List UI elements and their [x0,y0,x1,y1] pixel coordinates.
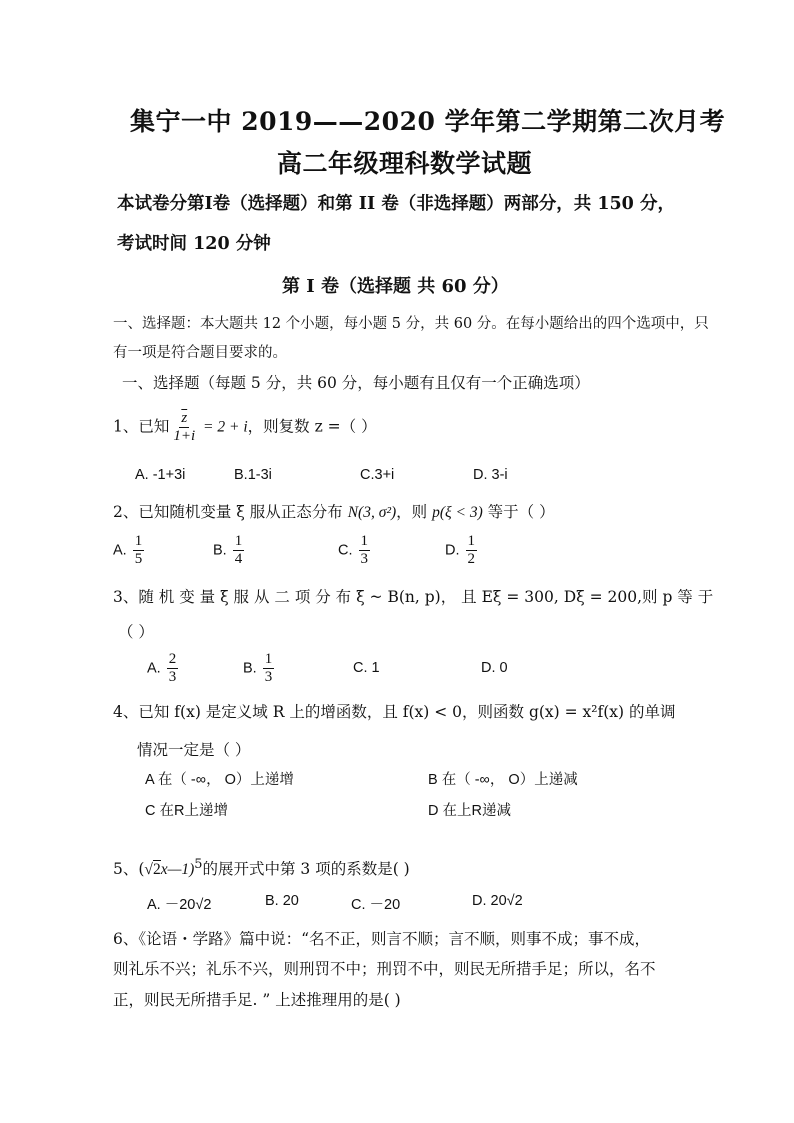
q3-option-a [147,651,180,686]
q5-prefix: 5、( [113,860,145,879]
q2-option-c-num: 1 [360,533,369,549]
q2-suffix: 等于（ ） [482,503,555,521]
exam-intro-line1: 本试卷分第Ⅰ卷（选择题）和第 II 卷（非选择题）两部分，共 150 分， [117,194,675,214]
q1-rhs: = 2 + i [199,418,248,436]
q2-option-c [338,533,372,568]
q2-option-b-den: 4 [234,551,243,567]
q5-option-b: B. 20 [265,893,299,909]
q5-sqrt-sign: √ [144,861,153,879]
q2-option-a-den: 5 [134,551,143,567]
q5-suffix: 的展开式中第 3 项的系数是( ) [202,860,410,879]
q2-distribution: N(3, σ²) [347,504,397,521]
q5-after: x—1) [160,861,195,879]
instructions-line2: 有一项是符合题目要求的。 [113,345,287,361]
q2-prefix: 2、已知随机变量 ξ 服从正态分布 [113,503,348,521]
q3-option-d [481,660,508,676]
q3-option-d-value: 0 [499,660,508,676]
q2-option-c-label: C. [338,542,353,559]
q2-option-d-fraction [466,533,478,568]
q1-fraction-numerator: $\overline{z}$ [181,410,188,426]
question-6-line3: 正，则民无所措手足. ” 上述推理用的是( ) [113,991,401,1009]
q3-option-b [243,651,276,686]
question-3-paren: （ ） [118,623,154,641]
exam-subtitle: 高二年级理科数学试题 [277,149,533,178]
q5-exponent: 5 [194,857,203,872]
q1-suffix: ，则复数 z =（ ） [247,417,377,436]
q2-option-b-label: B. [213,542,227,559]
question-6-line1: 6、《论语・学路》篇中说：“名不正，则言不顺；言不顺，则事不成；事不成， [113,930,651,948]
q1-option-a: A. -1+3i [135,467,186,483]
q2-option-d-label: D. [445,542,460,559]
q2-option-a-label: A. [113,542,127,559]
q3-option-c [353,660,380,676]
exam-intro-line2: 考试时间 120 分钟 [117,234,271,254]
q3-option-b-den: 3 [264,669,273,685]
q3-option-a-fraction [167,651,179,686]
q2-option-a [113,533,146,568]
q1-fraction-denominator: 1+i [173,428,196,444]
q5-sqrt-content: 2 [152,861,161,879]
q3-option-a-num: 2 [168,651,177,667]
q5-option-c: C. －20 [351,897,401,913]
q3-option-c-label: C. [353,660,368,676]
q3-option-c-value: 1 [371,660,380,676]
q3-option-a-den: 3 [168,669,177,685]
question-4-line1: 4、已知 f(x) 是定义域 R 上的增函数，且 f(x) < 0，则函数 g(x) = x²f(x) 的单调 [113,703,676,721]
question-4-line2: 情况一定是（ ） [137,741,251,759]
q2-option-c-den: 3 [360,551,369,567]
question-1 [113,410,377,445]
instructions-line3: 一、选择题（每题 5 分，共 60 分，每小题有且仅有一个正确选项） [122,374,590,392]
q5-option-d: D. 20√2 [472,893,523,909]
q2-option-b-num: 1 [234,533,243,549]
q2-option-c-fraction [359,533,371,568]
q3-option-b-num: 1 [264,651,273,667]
q2-probability: p(ξ < 3) [432,504,483,521]
q2-option-a-fraction [133,533,145,568]
exam-title: 集宁一中 2019——2020 学年第二学期第二次月考 [130,107,726,136]
q2-option-a-num: 1 [134,533,143,549]
q1-option-b: B.1-3i [234,467,272,483]
q4-option-d: D 在上R递减 [428,803,511,819]
q2-option-d-den: 2 [467,551,476,567]
q4-option-c: C 在R上递增 [145,803,228,819]
q2-option-d [445,533,479,568]
q2-option-d-num: 1 [467,533,476,549]
q5-option-a: A. －20√2 [147,897,212,913]
q4-option-b: B 在（ -∞， O）上递减 [428,772,578,788]
q1-prefix: 1、已知 [113,417,170,436]
question-6-line2: 则礼乐不兴；礼乐不兴，则刑罚不中；刑罚不中，则民无所措手足；所以，名不 [113,960,656,978]
q1-option-d: D. 3-i [473,467,508,483]
q3-option-a-label: A. [147,660,161,677]
q3-option-b-fraction [263,651,275,686]
instructions-line1: 一、选择题：本大题共 12 个小题，每小题 5 分，共 60 分。在每小题给出的四个选项中，只 [113,316,709,332]
q2-option-b [213,533,246,568]
question-3: 3、随 机 变 量 ξ 服 从 二 项 分 布 ξ ~ B(n, p)， 且 Eξ = 300, Dξ = 200,则 p 等 于 [113,588,714,606]
q3-option-b-label: B. [243,660,257,677]
q4-option-a: A 在（ -∞， O）上递增 [145,772,294,788]
question-2 [113,500,555,522]
q1-option-c: C.3+i [360,467,395,483]
q1-fraction [171,410,197,445]
question-5 [113,857,410,879]
section-title: 第 Ⅰ 卷（选择题 共 60 分） [282,276,509,297]
q2-option-b-fraction [233,533,245,568]
q2-mid: ，则 [396,503,433,521]
q3-option-d-label: D. [481,660,496,676]
